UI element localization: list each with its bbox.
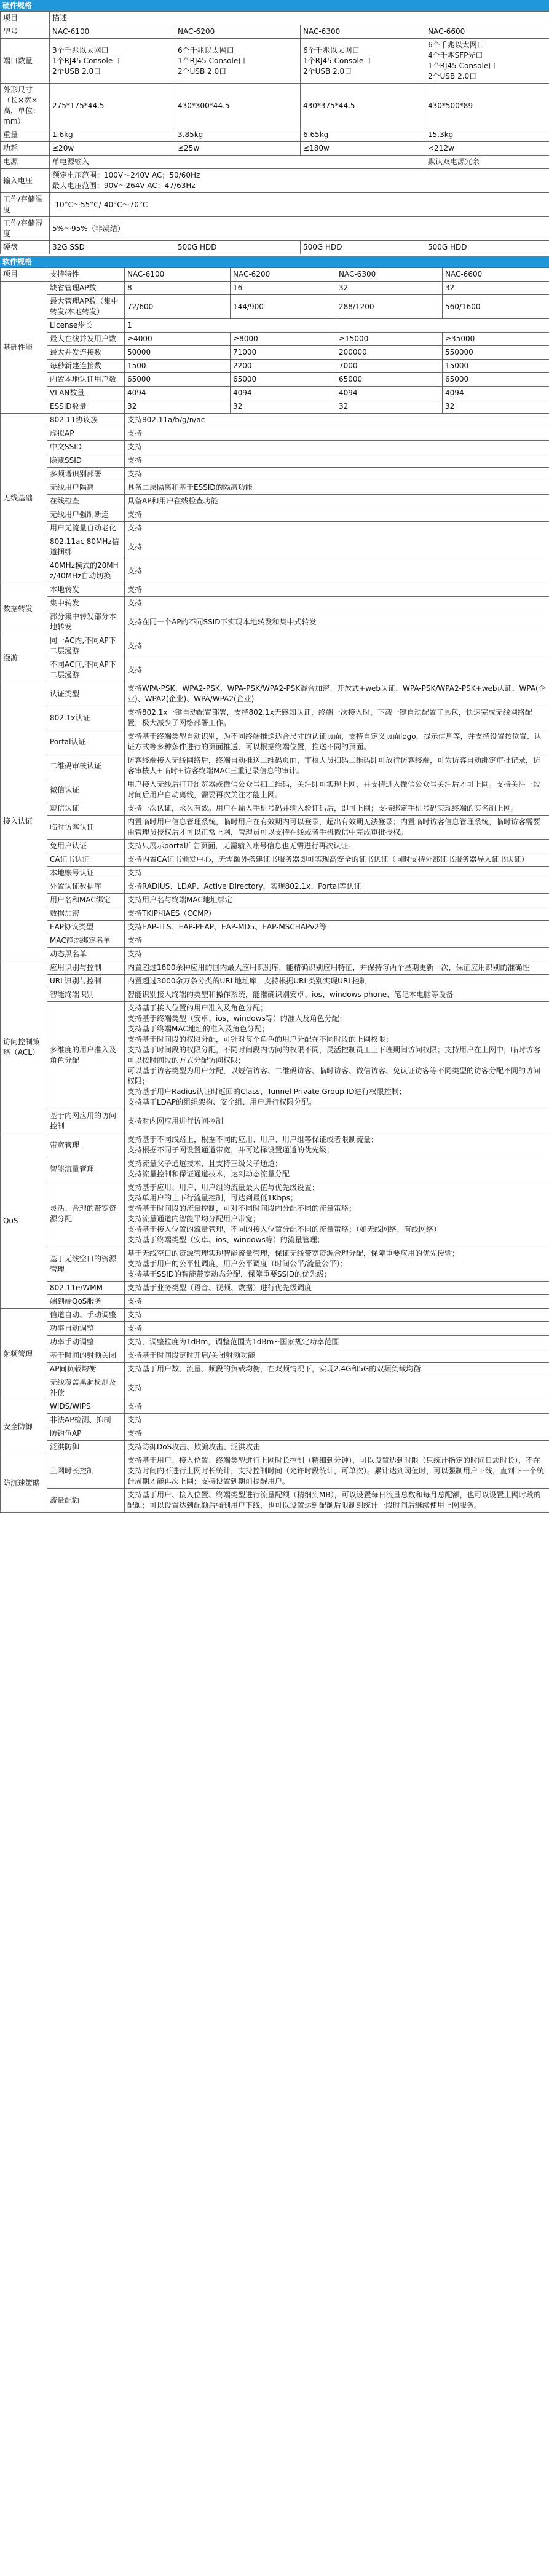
- table-row: [1, 1454, 549, 1489]
- table-row: [1, 295, 549, 319]
- table-row: [1, 816, 549, 840]
- feature-cell: 虚拟AP: [47, 427, 125, 441]
- table-row: [1, 217, 549, 241]
- table-row: [1, 948, 549, 961]
- feature-desc-cell: 支持: [125, 948, 549, 961]
- category-cell: 接入认证: [1, 682, 47, 961]
- feature-cell: 无线覆盖黑洞检测及补偿: [47, 1376, 125, 1400]
- feature-desc-cell: 支持: [125, 1322, 549, 1336]
- feature-cell: ESSID数量: [47, 400, 125, 414]
- feature-desc-cell: 支持: [125, 468, 549, 481]
- feature-desc-cell: 支持: [125, 658, 549, 682]
- feature-cell: 本地转发: [47, 583, 125, 597]
- feature-cell: 无线用户强制断连: [47, 508, 125, 522]
- category-cell: 基础性能: [1, 282, 47, 414]
- table-row: [1, 961, 549, 975]
- feature-cell: 在线检查: [47, 495, 125, 508]
- feature-cell: 基于无线空口的资源管理: [47, 1247, 125, 1282]
- feature-desc-cell: 支持: [125, 1414, 549, 1427]
- spec-value-cell: -10°C～55°C/-40°C～70°C: [50, 193, 549, 217]
- table-row: [1, 1157, 549, 1181]
- table-row: [1, 597, 549, 610]
- table-row: [1, 1336, 549, 1349]
- table-row: [1, 282, 549, 295]
- spec-value-cell: 4094: [336, 387, 443, 400]
- hardware-section: [0, 0, 549, 254]
- row-label-cell: 重量: [1, 128, 50, 142]
- hardware-spec-table: [0, 11, 549, 254]
- feature-cell: 基于时间的射频关闭: [47, 1349, 125, 1363]
- feature-cell: 上网时长控制: [47, 1454, 125, 1489]
- table-row: [1, 387, 549, 400]
- spec-value-cell: 4094: [443, 387, 549, 400]
- feature-desc-cell: 具备AP和用户在线检查功能: [125, 495, 549, 508]
- feature-cell: EAP协议类型: [47, 921, 125, 934]
- feature-cell: Portal认证: [47, 730, 125, 754]
- feature-cell: 数据加密: [47, 907, 125, 921]
- table-row: [1, 142, 549, 156]
- feature-cell: 最大管理AP数（集中转发/本地转发）: [47, 295, 125, 319]
- spec-value-cell: 16: [231, 282, 336, 295]
- spec-value-cell: 65000: [125, 373, 231, 387]
- spec-value-cell: 4094: [125, 387, 231, 400]
- spec-value-cell: 5%～95%（非凝结）: [50, 217, 549, 241]
- feature-desc-cell: 支持: [125, 867, 549, 880]
- feature-desc-cell: 支持，调整粒度为1dBm，调整范围为1dBm~国家规定功率范围: [125, 1336, 549, 1349]
- feature-cell: 802.1x认证: [47, 706, 125, 730]
- feature-desc-cell: 支持: [125, 508, 549, 522]
- spec-value-cell: 430*500*89: [425, 84, 549, 128]
- table-row: [1, 12, 549, 25]
- table-row: [1, 241, 549, 254]
- spec-value-cell: 3个千兆以太网口 1个RJ45 Console口 2个USB 2.0口: [50, 39, 175, 84]
- table-row: [1, 658, 549, 682]
- feature-desc-cell: 支持防御DoS攻击、欺骗攻击、泛洪攻击: [125, 1441, 549, 1454]
- feature-desc-cell: 支持: [125, 1376, 549, 1400]
- feature-cell: 应用识别与控制: [47, 961, 125, 975]
- feature-cell: 802.11ac 80MHz信道捆绑: [47, 535, 125, 559]
- spec-value-cell: 32: [125, 400, 231, 414]
- feature-cell: 带宽管理: [47, 1133, 125, 1157]
- feature-desc-cell: 支持对内网应用进行访问控制: [125, 1109, 549, 1133]
- feature-cell: 集中转发: [47, 597, 125, 610]
- spec-value-cell: 275*175*44.5: [50, 84, 175, 128]
- feature-desc-cell: 支持: [125, 1400, 549, 1414]
- feature-cell: 多维度的用户准入及角色分配: [47, 1002, 125, 1109]
- feature-desc-cell: 支持: [125, 535, 549, 559]
- table-row: [1, 1133, 549, 1157]
- row-label-cell: 工作/存储湿度: [1, 217, 50, 241]
- feature-desc-cell: 支持内置CA证书颁发中心，无需额外搭建证书服务器即可实现高安全的证书认证（同时支持外部证书服务器导入证书认证）: [125, 853, 549, 867]
- table-row: [1, 894, 549, 907]
- feature-desc-cell: 支持: [125, 1427, 549, 1441]
- feature-cell: License步长: [47, 319, 125, 333]
- category-cell: 访问控制策略（ACL）: [1, 961, 47, 1133]
- feature-cell: 临时访客认证: [47, 816, 125, 840]
- spec-value-cell: 1: [125, 319, 549, 333]
- feature-cell: 泛洪防御: [47, 1441, 125, 1454]
- table-row: [1, 559, 549, 583]
- row-label-cell: 外形尺寸（长×宽×高，单位：mm）: [1, 84, 50, 128]
- spec-value-cell: 72/600: [125, 295, 231, 319]
- feature-cell: 二维码审核认证: [47, 754, 125, 778]
- spec-value-cell: 32: [443, 282, 549, 295]
- table-row: [1, 333, 549, 346]
- feature-desc-cell: 支持: [125, 454, 549, 468]
- feature-cell: URL识别与控制: [47, 975, 125, 988]
- table-row: [1, 1427, 549, 1441]
- feature-desc-cell: 支持基于终端类型自动识别，为不同终端推送适合尺寸的认证页面，支持自定义页面logo，提示信息等，并支持设置按位置、认证方式等多种条件进行的页面推送，可以根据终端位置，推送不同的页面。: [125, 730, 549, 754]
- table-row: [1, 1109, 549, 1133]
- feature-desc-cell: 支持: [125, 1309, 549, 1322]
- feature-desc-cell: 具备二层隔离和基于ESSID的隔离功能: [125, 481, 549, 495]
- feature-cell: WIDS/WIPS: [47, 1400, 125, 1414]
- table-row: [1, 880, 549, 894]
- table-row: [1, 1489, 549, 1513]
- spec-value-cell: NAC-6100: [50, 25, 175, 39]
- feature-cell: 隐藏SSID: [47, 454, 125, 468]
- spec-value-cell: 32: [231, 400, 336, 414]
- spec-value-cell: 430*300*44.5: [175, 84, 301, 128]
- feature-desc-cell: 支持在同一个AP的不同SSID下实现本地转发和集中式转发: [125, 610, 549, 634]
- table-row: [1, 495, 549, 508]
- spec-value-cell: NAC-6300: [301, 25, 425, 39]
- feature-desc-cell: 支持基于不同线路上，根据不同的应用、用户、用户组等保证或者限制流量； 支持根据不同子网设置通道带宽，并可选择设置通道的优先级；: [125, 1133, 549, 1157]
- table-row: [1, 754, 549, 778]
- feature-cell: 最大并发连接数: [47, 346, 125, 360]
- feature-cell: 免用户认证: [47, 840, 125, 853]
- feature-desc-cell: 支持基于接入位置的用户准入及角色分配； 支持基于终端类型（安卓、ios、windows等）的准入及角色分配； 支持基于终端MAC地址的准入及角色分配； 支持基于时间段的权限分配，可针对每个角色的用户分配在不同时段的上网权限； 支持基于时间段的权限分配，不同时间段内访问的权限不同，灵活控制员工上下班期间访问权限；支持用户在上网中，临时访客可以按时间段的方式分配访问权限； 可以基于访客类型为用户分配，以短信访客、二维码访客、临时访客、微信访客、免认证访客等不同类型的访客分配不同的访问权限； 支持基于用户Radius认证时返回的Class、Tunnel Private Group ID进行权限控制； 支持基于LDAP的组织架构、安全组、用户进行权限分配。: [125, 1002, 549, 1109]
- table-row: [1, 1322, 549, 1336]
- column-header-cell: NAC-6200: [231, 268, 336, 282]
- spec-value-cell: 7000: [336, 360, 443, 373]
- feature-desc-cell: 支持基于用户、接入位置、终端类型进行流量配额（精细到MB），可以设置每日流量总数和每月总配额，也可以设置上网时段的配额；可以设置达到配额后强制用户下线，也可以设置达到配额后限制到统计一段时间后继续使用上网服务。: [125, 1489, 549, 1513]
- table-row: [1, 988, 549, 1002]
- feature-desc-cell: 支持基于业务类型（语音、视频、数据）进行优先级调度: [125, 1282, 549, 1295]
- spec-value-cell: 50000: [125, 346, 231, 360]
- row-label-cell: 工作/存储温度: [1, 193, 50, 217]
- spec-value-cell: ≤180w: [301, 142, 425, 156]
- category-cell: 安全防御: [1, 1400, 47, 1454]
- feature-cell: 同一AC内,不同AP下二层漫游: [47, 634, 125, 658]
- feature-cell: 认证类型: [47, 682, 125, 706]
- category-cell: 防沉迷策略: [1, 1454, 47, 1513]
- table-row: [1, 1002, 549, 1109]
- row-label-cell: 功耗: [1, 142, 50, 156]
- table-row: [1, 1349, 549, 1363]
- feature-desc-cell: 支持TKIP和AES（CCMP）: [125, 907, 549, 921]
- table-row: [1, 508, 549, 522]
- table-row: [1, 907, 549, 921]
- spec-value-cell: 65000: [336, 373, 443, 387]
- feature-cell: 防钓鱼AP: [47, 1427, 125, 1441]
- feature-cell: 流量配额: [47, 1489, 125, 1513]
- column-header-cell: NAC-6300: [336, 268, 443, 282]
- table-row: [1, 193, 549, 217]
- feature-cell: 缺省管理AP数: [47, 282, 125, 295]
- feature-cell: 中文SSID: [47, 441, 125, 454]
- feature-cell: 用户无流量自动老化: [47, 522, 125, 535]
- feature-cell: 每秒新建连接数: [47, 360, 125, 373]
- feature-desc-cell: 支持: [125, 597, 549, 610]
- feature-cell: AP间负载均衡: [47, 1363, 125, 1376]
- table-row: [1, 522, 549, 535]
- table-row: [1, 454, 549, 468]
- feature-desc-cell: 支持: [125, 634, 549, 658]
- spec-value-cell: 默认双电源冗余: [425, 156, 549, 169]
- spec-value-cell: 65000: [443, 373, 549, 387]
- spec-value-cell: ≤25w: [175, 142, 301, 156]
- feature-cell: 功率自动调整: [47, 1322, 125, 1336]
- row-label-cell: 端口数量: [1, 39, 50, 84]
- feature-desc-cell: 支持流量父子通道技术，且支持三级父子通道； 支持流量控制和保证通道技术，达到动态流量分配: [125, 1157, 549, 1181]
- category-cell: 射频管理: [1, 1309, 47, 1400]
- feature-desc-cell: 智能识别接入终端的类型和操作系统，能准确识别安卓、ios、windows phone、笔记本电脑等设备: [125, 988, 549, 1002]
- feature-cell: 智能流量管理: [47, 1157, 125, 1181]
- row-label-cell: 项目: [1, 12, 50, 25]
- table-row: [1, 1309, 549, 1322]
- feature-desc-cell: 支持: [125, 559, 549, 583]
- spec-value-cell: 550000: [443, 346, 549, 360]
- feature-desc-cell: 内置超过3000余万条分类的URL地址库，支持根据URL类别实现URL控制: [125, 975, 549, 988]
- feature-desc-cell: 支持只展示portal广告页面，无需输入账号信息也无需进行再次认证。: [125, 840, 549, 853]
- hardware-title: 硬件规格: [0, 0, 549, 11]
- table-row: [1, 921, 549, 934]
- feature-desc-cell: 支持基于用户数、流量、频段的负载均衡，在双频情况下，实现2.4G和5G的双频负载均衡: [125, 1363, 549, 1376]
- table-row: [1, 583, 549, 597]
- spec-value-cell: 6.65kg: [301, 128, 425, 142]
- spec-value-cell: ≥8000: [231, 333, 336, 346]
- spec-value-cell: 3.85kg: [175, 128, 301, 142]
- feature-desc-cell: 支持: [125, 441, 549, 454]
- feature-desc-cell: 支持: [125, 583, 549, 597]
- row-label-cell: 型号: [1, 25, 50, 39]
- table-row: [1, 975, 549, 988]
- spec-value-cell: NAC-6200: [175, 25, 301, 39]
- feature-cell: VLAN数量: [47, 387, 125, 400]
- table-row: [1, 84, 549, 128]
- feature-cell: 灵活、合理的带宽资源分配: [47, 1181, 125, 1247]
- feature-cell: 无线用户隔离: [47, 481, 125, 495]
- feature-cell: 最大在线并发用户数: [47, 333, 125, 346]
- feature-cell: 外置认证数据库: [47, 880, 125, 894]
- feature-cell: 动态黑名单: [47, 948, 125, 961]
- feature-desc-cell: 基于无线空口的资源管理实现智能流量管理，保证无线带宽资源合理分配，保障重要应用的优先传输； 支持基于用户的公平性调度，用户公平调度（时间公平/流量公平）； 支持基于SSID的智能带宽动态分配，保障重要SSID的优先级；: [125, 1247, 549, 1282]
- table-row: [1, 802, 549, 816]
- spec-value-cell: ≥15000: [336, 333, 443, 346]
- feature-cell: MAC静态绑定名单: [47, 934, 125, 948]
- spec-value-cell: 1500: [125, 360, 231, 373]
- spec-value-cell: 500G HDD: [301, 241, 425, 254]
- table-row: [1, 468, 549, 481]
- spec-value-cell: 单电源输入: [50, 156, 425, 169]
- spec-value-cell: 32: [336, 282, 443, 295]
- feature-desc-cell: 内置临时用户信息管理系统，临时用户在有效期内可以登录，超出有效期无法登录；内置临时访客信息管理系统，临时访客需要由管理员授权后才可以正常上网，管理员可以支持在线或者手机微信中完成审批授权。: [125, 816, 549, 840]
- spec-value-cell: 71000: [231, 346, 336, 360]
- table-header-row: [1, 268, 549, 282]
- feature-desc-cell: 支持一次认证，永久有效。用户在输入手机号码并输入验证码后，即可上网；支持绑定手机号码实现终端的实名制上网。: [125, 802, 549, 816]
- software-spec-table: [0, 267, 549, 1513]
- column-header-cell: NAC-6600: [443, 268, 549, 282]
- table-row: [1, 1376, 549, 1400]
- table-row: [1, 481, 549, 495]
- spec-value-cell: 6个千兆以太网口 1个RJ45 Console口 2个USB 2.0口: [301, 39, 425, 84]
- feature-cell: 本地账号认证: [47, 867, 125, 880]
- table-row: [1, 610, 549, 634]
- feature-desc-cell: 支持: [125, 522, 549, 535]
- table-row: [1, 840, 549, 853]
- spec-value-cell: ≥4000: [125, 333, 231, 346]
- spec-value-cell: 500G HDD: [175, 241, 301, 254]
- column-header-cell: NAC-6100: [125, 268, 231, 282]
- feature-desc-cell: 支持基于时间段定时开启/关闭射频功能: [125, 1349, 549, 1363]
- spec-value-cell: 32: [336, 400, 443, 414]
- category-cell: 数据转发: [1, 583, 47, 634]
- table-row: [1, 1400, 549, 1414]
- spec-value-cell: 32: [443, 400, 549, 414]
- table-row: [1, 934, 549, 948]
- feature-desc-cell: 支持802.1x一键自动配置部署，支持802.1x无感知认证，终端一次接入时，下载一键自动配置工具包，快速完成无线网络配置，极大减少了网络部署工作。: [125, 706, 549, 730]
- feature-desc-cell: 支持: [125, 1295, 549, 1309]
- feature-cell: 802.11e/WMM: [47, 1282, 125, 1295]
- table-row: [1, 1181, 549, 1247]
- table-row: [1, 400, 549, 414]
- table-row: [1, 535, 549, 559]
- table-row: [1, 1441, 549, 1454]
- table-row: [1, 39, 549, 84]
- feature-cell: 短信认证: [47, 802, 125, 816]
- table-row: [1, 319, 549, 333]
- spec-value-cell: 15000: [443, 360, 549, 373]
- spec-value-cell: 560/1600: [443, 295, 549, 319]
- table-row: [1, 682, 549, 706]
- spec-value-cell: 430*375*44.5: [301, 84, 425, 128]
- software-section: [0, 256, 549, 1513]
- feature-desc-cell: 支持: [125, 934, 549, 948]
- spec-value-cell: 描述: [50, 12, 549, 25]
- feature-cell: 802.11协议簇: [47, 414, 125, 427]
- spec-value-cell: 6个千兆以太网口 4个千兆SFP光口 1个RJ45 Console口 2个USB 2.0口: [425, 39, 549, 84]
- spec-value-cell: 8: [125, 282, 231, 295]
- table-row: [1, 730, 549, 754]
- feature-cell: 信道自动、手动调整: [47, 1309, 125, 1322]
- table-row: [1, 427, 549, 441]
- table-row: [1, 1363, 549, 1376]
- feature-cell: 多频谱识别部署: [47, 468, 125, 481]
- table-row: [1, 706, 549, 730]
- feature-cell: 部分集中转发部分本地转发: [47, 610, 125, 634]
- category-cell: QoS: [1, 1133, 47, 1309]
- spec-value-cell: NAC-6600: [425, 25, 549, 39]
- spec-value-cell: 2200: [231, 360, 336, 373]
- spec-value-cell: 500G HDD: [425, 241, 549, 254]
- table-row: [1, 128, 549, 142]
- feature-cell: 功率手动调整: [47, 1336, 125, 1349]
- table-row: [1, 414, 549, 427]
- table-row: [1, 867, 549, 880]
- feature-desc-cell: 内置超过1800余种应用的国内最大应用识别库，能精确识别应用特征，并保持每两个星期更新一次，保证应用识别的准确性: [125, 961, 549, 975]
- spec-value-cell: 32G SSD: [50, 241, 175, 254]
- feature-desc-cell: 访客终端接入无线网络后，终端自动推送二维码页面，审核人员扫码二维码即可放行访客终端，可为访客自动绑定审批记录，访客审核人+临时+访客终端MAC三重记录信息的审计。: [125, 754, 549, 778]
- spec-value-cell: 65000: [231, 373, 336, 387]
- category-cell: 无线基础: [1, 414, 47, 583]
- row-label-cell: 电源: [1, 156, 50, 169]
- table-row: [1, 25, 549, 39]
- spec-value-cell: ≤20w: [50, 142, 175, 156]
- feature-desc-cell: 支持EAP-TLS、EAP-PEAP、EAP-MD5、EAP-MSCHAPv2等: [125, 921, 549, 934]
- feature-cell: 微信认证: [47, 778, 125, 802]
- feature-cell: 智能终端识别: [47, 988, 125, 1002]
- table-row: [1, 360, 549, 373]
- spec-value-cell: 额定电压范围：100V～240V AC；50/60Hz 最大电压范围：90V～264V AC；47/63Hz: [50, 169, 549, 193]
- feature-cell: 非法AP检测、抑制: [47, 1414, 125, 1427]
- spec-value-cell: 144/900: [231, 295, 336, 319]
- table-row: [1, 373, 549, 387]
- spec-value-cell: ≥35000: [443, 333, 549, 346]
- spec-value-cell: 1.6kg: [50, 128, 175, 142]
- spec-value-cell: 4094: [231, 387, 336, 400]
- table-row: [1, 156, 549, 169]
- table-row: [1, 778, 549, 802]
- feature-cell: 用户名和MAC绑定: [47, 894, 125, 907]
- category-cell: 漫游: [1, 634, 47, 682]
- table-row: [1, 1414, 549, 1427]
- spec-value-cell: 288/1200: [336, 295, 443, 319]
- feature-desc-cell: 用户接入无线后打开浏览器或微信公众号扫二维码，关注即可实现上网，并支持进入微信公众号关注后才可上网。支持关注一段时间后用户自动离线，需要再次关注才能上网。: [125, 778, 549, 802]
- software-title: 软件规格: [0, 256, 549, 267]
- feature-cell: 40MHz模式的20MHz/40MHz自动切换: [47, 559, 125, 583]
- feature-desc-cell: 支持基于用户、接入位置、终端类型进行上网时长控制（精细到分钟），可以设置达到时限（只统计指定的时间日志时长），不在支持时间内不进行上网时长统计，支持控制时间（允许时段统计，可单次）。累计达到阈值时，可以强制用户下线，直到下一个统计周期才能再次上网；支持设置到期前提醒用户。: [125, 1454, 549, 1489]
- spec-value-cell: 200000: [336, 346, 443, 360]
- feature-cell: 端到端QoS服务: [47, 1295, 125, 1309]
- table-row: [1, 169, 549, 193]
- spec-value-cell: <212w: [425, 142, 549, 156]
- row-label-cell: 硬盘: [1, 241, 50, 254]
- feature-desc-cell: 支持WPA-PSK、WPA2-PSK、WPA-PSK/WPA2-PSK混合加密、开放式+web认证、WPA-PSK/WPA2-PSK+web认证、WPA(企业)、WPA2(企业)、WPA/WPA2(企业): [125, 682, 549, 706]
- feature-desc-cell: 支持RADIUS、LDAP、Active Directory，实现802.1x、Portal等认证: [125, 880, 549, 894]
- column-header-cell: 项目: [1, 268, 47, 282]
- spec-value-cell: 15.3kg: [425, 128, 549, 142]
- table-row: [1, 346, 549, 360]
- table-row: [1, 1282, 549, 1295]
- feature-desc-cell: 支持802.11a/b/g/n/ac: [125, 414, 549, 427]
- feature-cell: 不同AC间,不同AP下二层漫游: [47, 658, 125, 682]
- spec-value-cell: 6个千兆以太网口 1个RJ45 Console口 2个USB 2.0口: [175, 39, 301, 84]
- row-label-cell: 输入电压: [1, 169, 50, 193]
- table-row: [1, 853, 549, 867]
- feature-desc-cell: 支持用户名与终端MAC地址绑定: [125, 894, 549, 907]
- feature-desc-cell: 支持基于应用、用户、用户组的流量最大值与优先级设置； 支持单用户的上下行流量控制，可达到最低1Kbps； 支持基于时间段的流量控制，可对不同时间段内分配不同的流量策略； 支持流量通道内智能平均分配用户带宽； 支持基于接入位置的流量管理，不同的接入位置分配不同的流量策略；（如无线网络、有线网络） 支持基于终端类型（安卓、ios、windows等）的流量管理；: [125, 1181, 549, 1247]
- table-row: [1, 441, 549, 454]
- table-row: [1, 1247, 549, 1282]
- table-row: [1, 634, 549, 658]
- table-row: [1, 1295, 549, 1309]
- feature-cell: CA证书认证: [47, 853, 125, 867]
- feature-cell: 内置本地认证用户数: [47, 373, 125, 387]
- feature-cell: 基于内网应用的访问控制: [47, 1109, 125, 1133]
- column-header-cell: 支持特性: [47, 268, 125, 282]
- feature-desc-cell: 支持: [125, 427, 549, 441]
